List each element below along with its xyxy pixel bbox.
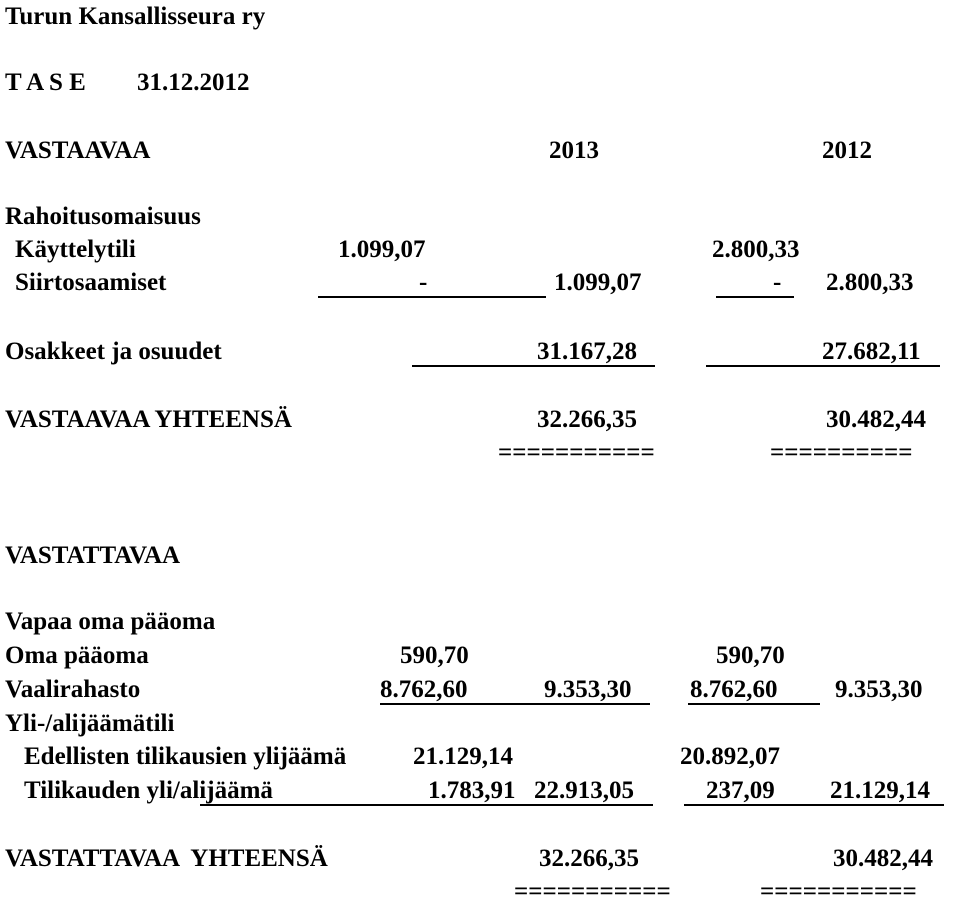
row-label-oma-paaoma: Oma pääoma bbox=[5, 642, 149, 669]
subtotal-vapaa-2013: 9.353,30 bbox=[544, 676, 632, 703]
liabilities-total-2013: 32.266,35 bbox=[539, 845, 639, 872]
assets-heading: VASTAAVAA bbox=[5, 137, 151, 164]
value-vaalirahasto-2012: 8.762,60 bbox=[690, 676, 778, 703]
underline-vaalirahasto-2012 bbox=[688, 703, 820, 705]
underline-vaalirahasto-2013 bbox=[380, 703, 650, 705]
value-oma-paaoma-2012: 590,70 bbox=[716, 642, 785, 669]
value-osakkeet-2013: 31.167,28 bbox=[537, 338, 637, 365]
value-edellisten-2013: 21.129,14 bbox=[413, 743, 513, 770]
value-kayttelytili-2012: 2.800,33 bbox=[712, 236, 800, 263]
row-label-vaalirahasto: Vaalirahasto bbox=[5, 676, 141, 703]
underline-tilikauden-2013 bbox=[200, 804, 653, 806]
assets-total-2012: 30.482,44 bbox=[826, 406, 926, 433]
section-rahoitusomaisuus: Rahoitusomaisuus bbox=[5, 203, 201, 230]
document-title: T A S E bbox=[5, 69, 86, 96]
value-siirtosaamiset-2013: - bbox=[419, 269, 428, 296]
subtotal-yli-alijaama-2013: 22.913,05 bbox=[534, 777, 634, 804]
row-label-osakkeet: Osakkeet ja osuudet bbox=[5, 338, 222, 365]
row-label-edellisten: Edellisten tilikausien ylijäämä bbox=[24, 743, 347, 770]
section-yli-alijaamatili: Yli-/alijäämätili bbox=[5, 710, 175, 737]
value-kayttelytili-2013: 1.099,07 bbox=[338, 236, 426, 263]
assets-total-label: VASTAAVAA YHTEENSÄ bbox=[5, 406, 292, 433]
value-tilikauden-2013: 1.783,91 bbox=[428, 777, 516, 804]
column-header-2012: 2012 bbox=[822, 137, 872, 164]
underline-tilikauden-2012 bbox=[684, 804, 944, 806]
column-header-2013: 2013 bbox=[549, 137, 599, 164]
value-vaalirahasto-2013: 8.762,60 bbox=[380, 676, 468, 703]
underline-osakkeet-2012 bbox=[706, 365, 940, 367]
section-vapaa-oma-paaoma: Vapaa oma pääoma bbox=[5, 608, 216, 635]
liabilities-double-rule-2013: =========== bbox=[514, 878, 671, 905]
subtotal-yli-alijaama-2012: 21.129,14 bbox=[830, 777, 930, 804]
value-osakkeet-2012: 27.682,11 bbox=[822, 338, 921, 365]
underline-siirtosaamiset-2013 bbox=[318, 296, 546, 298]
value-edellisten-2012: 20.892,07 bbox=[680, 743, 780, 770]
underline-osakkeet-2013 bbox=[412, 365, 655, 367]
liabilities-total-label: VASTATTAVAA YHTEENSÄ bbox=[5, 845, 328, 872]
value-tilikauden-2012: 237,09 bbox=[706, 777, 775, 804]
assets-double-rule-2013: =========== bbox=[498, 439, 655, 466]
row-label-tilikauden: Tilikauden yli/alijäämä bbox=[24, 777, 273, 804]
value-oma-paaoma-2013: 590,70 bbox=[400, 642, 469, 669]
organization-name: Turun Kansallisseura ry bbox=[5, 3, 266, 30]
assets-total-2013: 32.266,35 bbox=[537, 406, 637, 433]
row-label-kayttelytili: Käyttelytili bbox=[15, 236, 136, 263]
liabilities-heading: VASTATTAVAA bbox=[5, 542, 181, 569]
value-siirtosaamiset-2012: - bbox=[773, 269, 782, 296]
underline-siirtosaamiset-2012 bbox=[716, 296, 794, 298]
document-date: 31.12.2012 bbox=[137, 69, 250, 96]
row-label-siirtosaamiset: Siirtosaamiset bbox=[15, 269, 167, 296]
subtotal-rahoitus-2012: 2.800,33 bbox=[826, 269, 914, 296]
subtotal-rahoitus-2013: 1.099,07 bbox=[554, 269, 642, 296]
liabilities-total-2012: 30.482,44 bbox=[833, 845, 933, 872]
assets-double-rule-2012: ========== bbox=[770, 439, 913, 466]
liabilities-double-rule-2012: =========== bbox=[760, 878, 917, 905]
subtotal-vapaa-2012: 9.353,30 bbox=[835, 676, 923, 703]
